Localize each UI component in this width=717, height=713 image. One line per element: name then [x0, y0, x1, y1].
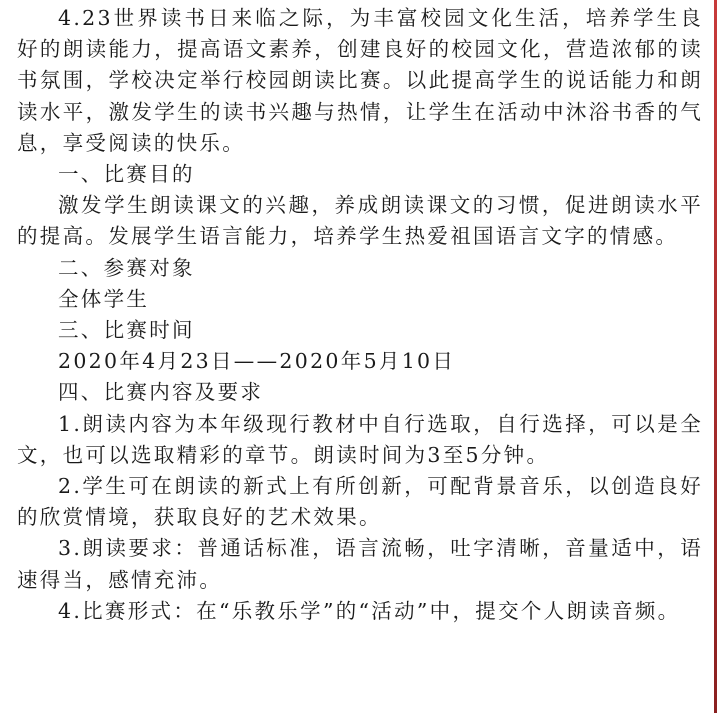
section-heading-purpose: 一、比赛目的	[58, 162, 195, 187]
intro-paragraph: 4.23世界读书日来临之际，为丰富校园文化生活，培养学生良好的朗读能力，提高语文素养，创建良好的校园文化，营造浓郁的读书氛围，学校决定举行校园朗读比赛。以此提高学生的说话能力和朗读水平，激发学生的读书兴趣与热情，让学生在活动中沐浴书香的气息，享受阅读的快乐。	[17, 6, 703, 155]
section-heading-participants: 二、参赛对象	[58, 255, 195, 280]
section-heading-requirements: 四、比赛内容及要求	[58, 380, 264, 405]
section-body-participants: 全体学生	[58, 286, 150, 311]
requirement-item-1: 1.朗读内容为本年级现行教材中自行选取，自行选择，可以是全文，也可以选取精彩的章节。朗读时间为3至5分钟。	[17, 411, 703, 467]
section-heading-time: 三、比赛时间	[58, 318, 195, 343]
requirement-item-4: 4.比赛形式：在“乐教乐学”的“活动”中，提交个人朗读音频。	[58, 598, 681, 623]
section-body-purpose: 激发学生朗读课文的兴趣，养成朗读课文的习惯，促进朗读水平的提高。发展学生语言能力，培养学生热爱祖国语言文字的情感。	[17, 193, 703, 249]
requirement-item-2: 2.学生可在朗读的新式上有所创新，可配背景音乐，以创造良好的欣赏情境，获取良好的艺术效果。	[17, 474, 703, 530]
requirement-item-3: 3.朗读要求：普通话标准，语言流畅，吐字清晰，音量适中，语速得当，感情充沛。	[17, 536, 703, 592]
section-body-time: 2020年4月23日——2020年5月10日	[58, 349, 456, 374]
